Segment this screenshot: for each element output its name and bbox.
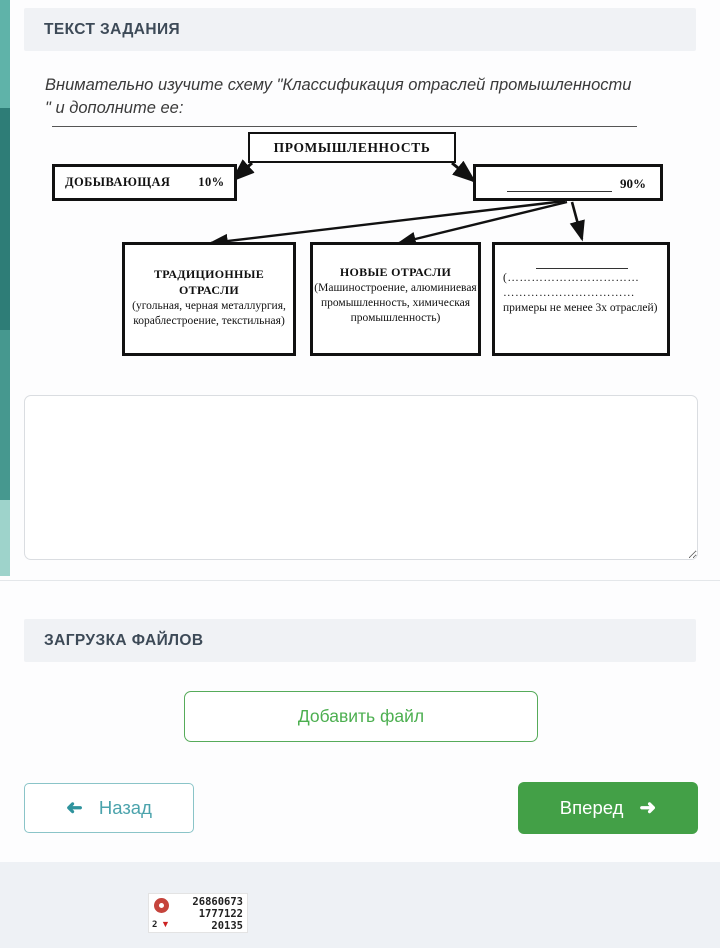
scrollbar-track-bottom (0, 330, 10, 500)
back-button-label: Назад (98, 797, 152, 818)
counter-line-1: 26860673 (192, 896, 243, 908)
page-footer (0, 862, 720, 948)
counter-logo-icon (149, 894, 183, 934)
counter-numbers (183, 894, 247, 932)
fill-in-dots-2: …………………………… (503, 287, 635, 300)
new-industries-subtitle: (Машиностроение, алюминиевая промышленность, химическая промышленность) (314, 281, 477, 325)
answer-textarea[interactable] (24, 395, 698, 560)
upload-section-title: ЗАГРУЗКА ФАЙЛОВ (44, 631, 204, 649)
task-section-header (24, 8, 696, 51)
red-ring-icon (154, 898, 169, 913)
instruction-line-2: " и дополните ее: (45, 99, 184, 118)
fill-in-hint: примеры не менее 3х отраслей) (503, 302, 658, 315)
forward-button[interactable] (518, 782, 698, 834)
section-divider (0, 580, 720, 581)
add-file-label: Добавить файл (297, 706, 425, 726)
industry-label: ПРОМЫШЛЕННОСТЬ (273, 139, 431, 155)
diagram-box-blank-90 (473, 164, 663, 201)
new-industries-title: НОВЫЕ ОТРАСЛИ (339, 265, 452, 279)
task-instruction (45, 74, 685, 121)
counter-badge-digit: 2 (152, 920, 158, 930)
visit-counter-widget[interactable] (148, 893, 248, 933)
fill-in-dots-1: (…………………………… (503, 272, 640, 284)
back-button[interactable] (24, 783, 194, 833)
diagram-box-extractive (52, 164, 237, 201)
industry-classification-diagram (45, 122, 700, 362)
counter-line-3: 20135 (211, 919, 243, 932)
extractive-label: ДОБЫВАЮЩАЯ (65, 175, 171, 189)
task-section-title: ТЕКСТ ЗАДАНИЯ (44, 20, 181, 38)
scrollbar-track-top (0, 0, 10, 108)
extractive-percent: 10% (198, 175, 225, 189)
red-pin-icon: ▼ (161, 919, 170, 929)
blank-percent: 90% (620, 176, 646, 191)
fill-in-blank-line (536, 259, 628, 269)
diagram-box-fill-in (492, 242, 670, 356)
scrollbar-thumb[interactable] (0, 108, 10, 330)
traditional-subtitle: (угольная, черная металлургия, кораблестроение, текстильная) (132, 299, 286, 327)
traditional-title: ТРАДИЦИОННЫЕ ОТРАСЛИ (153, 267, 265, 297)
arrow-left-icon: ➜ (66, 797, 83, 819)
blank-answer-line (507, 179, 612, 192)
left-scrollbar[interactable] (0, 0, 10, 576)
add-file-button[interactable] (184, 691, 538, 742)
diagram-box-traditional (122, 242, 296, 356)
diagram-box-industry (248, 132, 456, 163)
forward-button-label: Вперед (559, 797, 624, 818)
arrow-right-icon: ➜ (639, 797, 657, 819)
counter-line-2: 1777122 (198, 907, 243, 920)
upload-section-header (24, 619, 696, 662)
instruction-line-1: Внимательно изучите схему "Классификация отраслей промышленности (45, 76, 632, 94)
diagram-box-new-industries (310, 242, 481, 356)
